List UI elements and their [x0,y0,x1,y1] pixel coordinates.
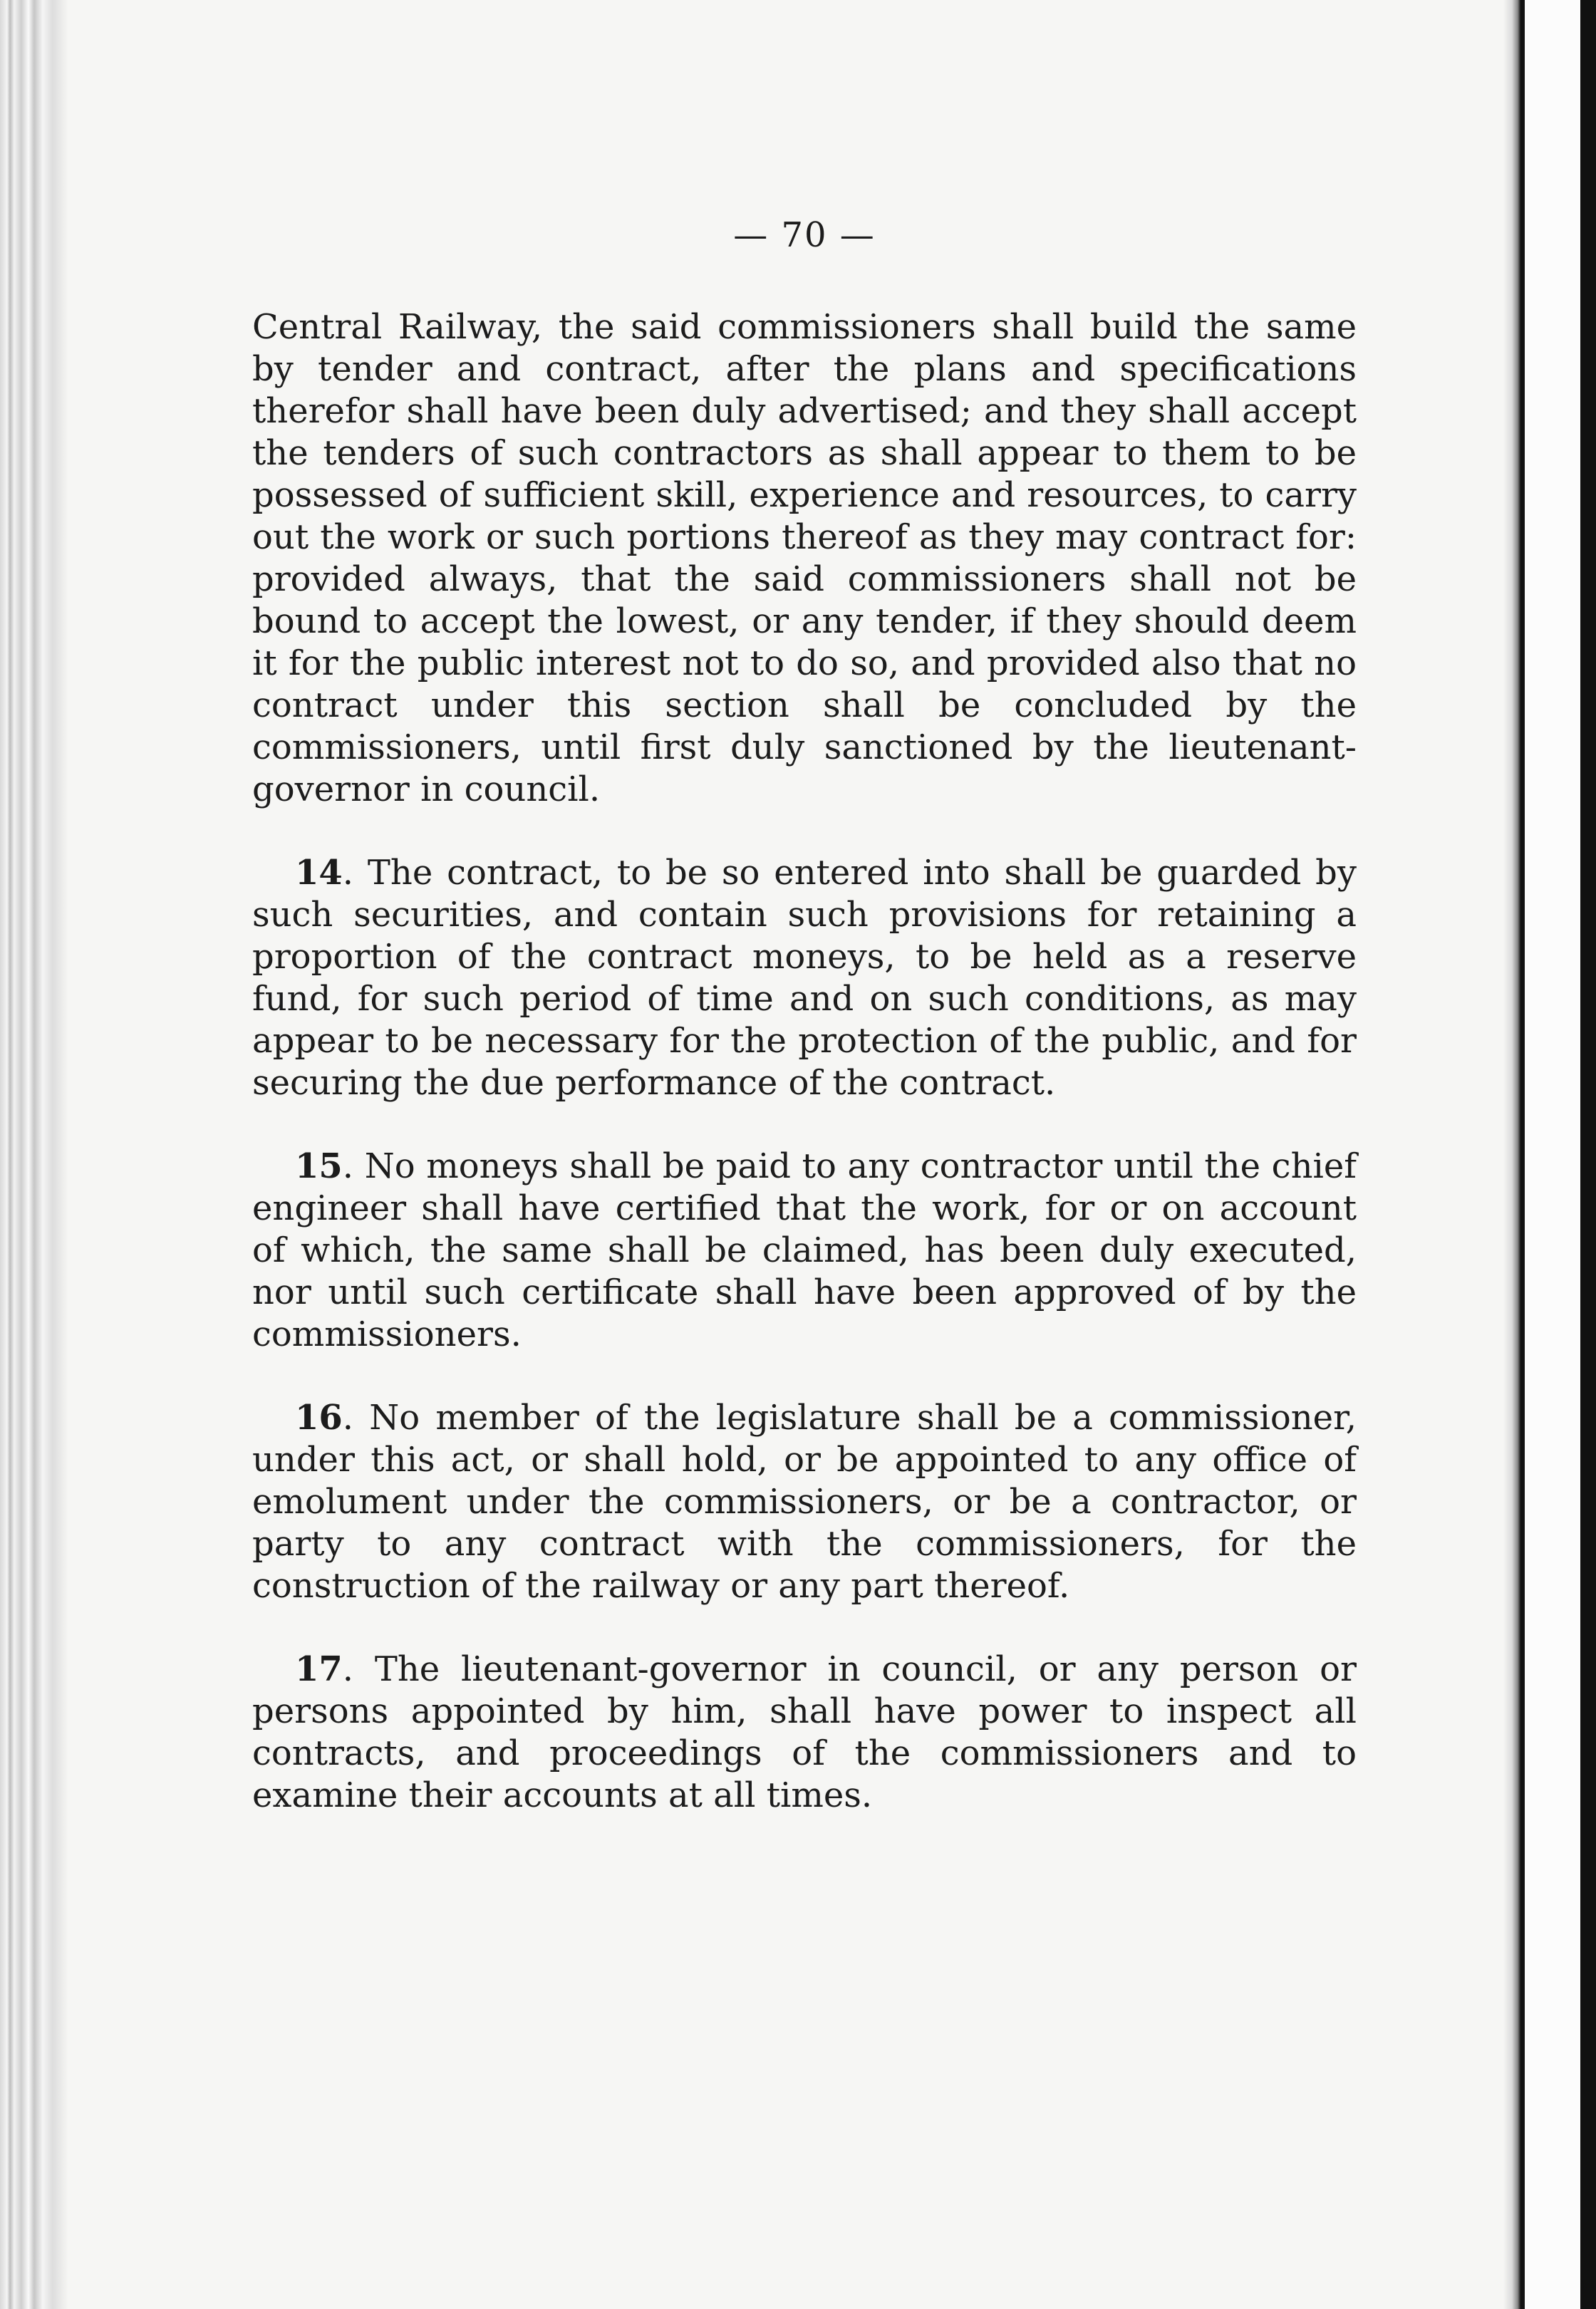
section-number: 16 [295,1398,343,1438]
binding-edge [0,0,68,2309]
section-16 [252,1397,1357,1607]
section-number: 14 [295,853,343,893]
section-number: 15 [295,1146,343,1186]
section-text: . No member of the legislature shall be a commissioner, under this act, or shall hold, or be appointed to any office of emolument under the commissioners, or be a contractor, or party to any contract with the commissioners, for the construction of the railway or any part thereof. [252,1398,1357,1606]
continued-paragraph: Central Railway, the said commissioners shall build the same by tender and contract, after the plans and specifications therefor shall have been duly advertised; and they shall accept the tenders of such contractors as shall appear to them to be possessed of sufficient skill, experience and resources, to carry out the work or such portions thereof as they may contract for: provided always, that the said commissioners shall not be bound to accept the lowest, or any tender, if they should deem it for the public interest not to do so, and provided also that no contract under this section shall be concluded by the commissioners, until first duly sanctioned by the lieutenant-governor in council. [252,307,1357,809]
section-14 [252,852,1357,1104]
page-number: — 70 — [733,215,876,255]
section-15 [252,1146,1357,1356]
section-text: . No moneys shall be paid to any contractor until the chief engineer shall have certified that the work, for or on account of which, the same shall be claimed, has been duly executed, nor until such certificate shall have been approved of by the commissioners. [252,1146,1357,1354]
section-number: 17 [295,1649,343,1689]
section-text: . The contract, to be so entered into shall be guarded by such securities, and contain such provisions for retaining a proportion of the contract moneys, to be held as a reserve fund, for such period of time and on such conditions, as may appear to be necessary for the protection of the public, and for securing the due performance of the contract. [252,853,1357,1103]
section-17 [252,1649,1357,1817]
section-text: . The lieutenant-governor in council, or any person or persons appointed by him, shall have power to inspect all contracts, and proceedings of the commissioners and to examine their accounts at all times. [252,1649,1357,1815]
page-edge-shadow [1503,0,1520,2309]
page-text-block [252,214,1357,1858]
scan-background [1580,0,1596,2309]
